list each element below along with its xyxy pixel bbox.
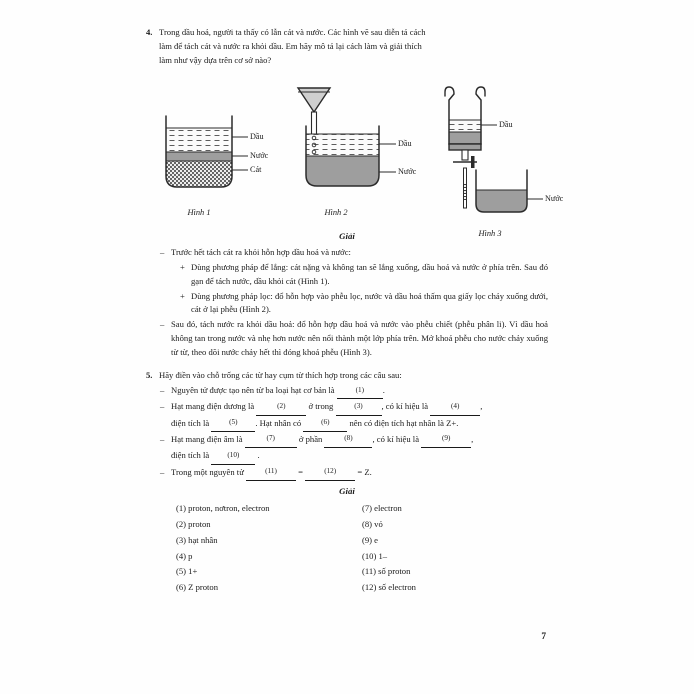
blank-11[interactable]: (11) [246, 465, 296, 481]
answer-column-left [176, 501, 362, 596]
figure-1-drawing [160, 108, 282, 205]
blank-12[interactable]: (12) [305, 465, 355, 481]
answer-column-right [362, 501, 548, 596]
line-3-marker [160, 416, 171, 432]
answer-item: (12) số electron [362, 582, 416, 593]
line-3-text-b: . Hạt nhân có [255, 417, 302, 428]
answer-item: (6) Z proton [176, 582, 219, 593]
line-2-marker: – [160, 401, 165, 412]
page-content [146, 26, 564, 596]
figure-2 [286, 82, 421, 217]
question-5-line-2 [146, 399, 548, 415]
line-4-marker: – [160, 433, 165, 444]
line-5-text-a: điện tích là [171, 450, 210, 461]
line-1-text-b: . [382, 385, 385, 396]
figure-3-drawing [431, 82, 564, 223]
answer-item: (5) 1+ [176, 566, 198, 577]
solution-item-4-marker: – [160, 319, 165, 330]
solution-item-2-text: Dùng phương pháp để lắng: cát nặng và không tan sẽ lắng xuống, dầu hoả và nước ở phía trên. Sau đó gạn để tách nước, dầu khỏi cát (Hình 1). [191, 261, 548, 286]
figure-1-label-sand: Cát [250, 164, 262, 174]
blank-5[interactable]: (5) [211, 416, 255, 432]
line-6-marker: – [160, 466, 165, 477]
question-4 [146, 26, 548, 68]
line-3-text-a: điện tích là [171, 417, 210, 428]
line-2-text-d: , [480, 401, 483, 412]
blank-3[interactable]: (3) [336, 399, 382, 415]
line-6-text-c: = Z. [357, 466, 372, 477]
blank-1[interactable]: (1) [337, 383, 383, 399]
solution-item-2-marker: + [180, 261, 185, 272]
figure-1-caption: Hình 1 [187, 207, 211, 217]
question-5 [146, 369, 548, 481]
question-5-number: 5. [146, 370, 153, 381]
figure-3 [431, 82, 564, 238]
solution-heading-2: Giải [339, 485, 355, 496]
question-4-line-1: Trong dầu hoả, người ta thấy có lẫn cát và nước. Các hình vẽ sau diễn tả cách [159, 27, 426, 37]
page-number: 7 [541, 632, 546, 642]
question-4-line-2: làm để tách cát và nước ra khỏi dầu. Em hãy mô tả lại cách làm và giải thích [159, 40, 422, 51]
question-4-body [159, 26, 548, 68]
line-2-text-b: ở trong [308, 401, 334, 412]
question-5-prompt: Hãy điền vào chỗ trống các từ hay cụm từ thích hợp trong các câu sau: [159, 370, 402, 381]
line-1-text-a: Nguyên tử được tạo nên từ ba loại hạt cơ bản là [171, 385, 335, 396]
solution-item-1 [146, 246, 548, 260]
solution-item-1-marker: – [160, 246, 165, 257]
answer-item: (11) số proton [362, 566, 411, 577]
line-6-text-b: = [298, 466, 304, 477]
answer-item: (1) proton, nơtron, electron [176, 502, 270, 513]
line-6-text-a: Trong một nguyên tử [171, 466, 244, 477]
figure-3-caption: Hình 3 [478, 228, 502, 238]
solution-item-2 [146, 261, 548, 289]
figure-3-label-water: Nước [545, 193, 564, 203]
solution-item-4-text: Sau đó, tách nước ra khỏi dầu hoả: đổ hỗn hợp dầu hoả và nước vào phễu chiết (phễu phân li). Vì dầu hoả không tan trong nước và nhẹ hơn nước nên nổi thành một lớp phía trên. Mở khoá phễu cho nước chảy xuống từ từ, theo dõi nước chảy hết thì đóng khoá phễu (Hình 3). [171, 319, 548, 358]
solution-item-4 [146, 318, 548, 360]
line-4-text-c: , có kí hiệu là [372, 433, 420, 444]
blank-6[interactable]: (6) [303, 416, 347, 432]
blank-10[interactable]: (10) [211, 448, 255, 464]
answer-key [146, 501, 548, 596]
figure-2-drawing [286, 82, 421, 205]
line-2-text-c: , có kí hiệu là [381, 401, 429, 412]
line-4-text-b: ở phần [298, 433, 323, 444]
solution-heading-1: Giải [339, 230, 355, 241]
answer-item: (8) vỏ [362, 518, 383, 529]
answer-item: (7) electron [362, 502, 402, 513]
line-4-text-a: Hạt mang điện âm là [171, 433, 243, 444]
solution-item-3-text: Dùng phương pháp lọc: đổ hỗn hợp vào phễu lọc, nước và dầu hoả thấm qua giấy lọc chảy xuống dưới, cát ở lại phễu (Hình 2). [191, 290, 548, 315]
solution-list [146, 246, 548, 360]
question-4-line-3: làm như vậy dựa trên cơ sở nào? [159, 54, 272, 65]
figure-1 [160, 108, 282, 217]
figure-1-label-water: Nước [250, 150, 269, 160]
blank-2[interactable]: (2) [256, 399, 306, 415]
question-5-line-1 [146, 383, 548, 399]
figure-2-label-water: Nước [398, 166, 417, 176]
figure-3-label-oil: Dầu [499, 119, 513, 129]
answer-item: (4) p [176, 550, 193, 561]
figure-2-label-oil: Dầu [398, 138, 412, 148]
blank-9[interactable]: (9) [421, 432, 471, 448]
blank-4[interactable]: (4) [430, 399, 480, 415]
answer-item: (3) hạt nhân [176, 534, 218, 545]
separatory-funnel-svg [431, 82, 549, 218]
question-5-line-3 [146, 416, 548, 432]
question-5-line-4 [146, 432, 548, 448]
question-5-line-5 [146, 448, 548, 464]
line-1-marker: – [160, 385, 165, 396]
blank-7[interactable]: (7) [245, 432, 297, 448]
figure-2-caption: Hình 2 [324, 207, 348, 217]
line-5-marker [160, 448, 171, 464]
line-4-text-d: , [471, 433, 474, 444]
answer-item: (2) proton [176, 518, 211, 529]
line-3-text-c: nên có điện tích hạt nhân là Z+. [349, 417, 459, 428]
line-2-text-a: Hạt mang điện dương là [171, 401, 255, 412]
figure-1-label-oil: Dầu [250, 131, 264, 141]
solution-item-3 [146, 290, 548, 318]
solution-item-3-marker: + [180, 290, 185, 301]
answer-item: (10) 1– [362, 550, 388, 561]
line-5-text-b: . [257, 450, 260, 461]
question-5-line-6 [146, 465, 548, 481]
answer-item: (9) e [362, 534, 378, 545]
blank-8[interactable]: (8) [324, 432, 372, 448]
solution-item-1-text: Trước hết tách cát ra khỏi hỗn hợp dầu hoả và nước: [171, 246, 351, 257]
question-4-number: 4. [146, 27, 153, 37]
